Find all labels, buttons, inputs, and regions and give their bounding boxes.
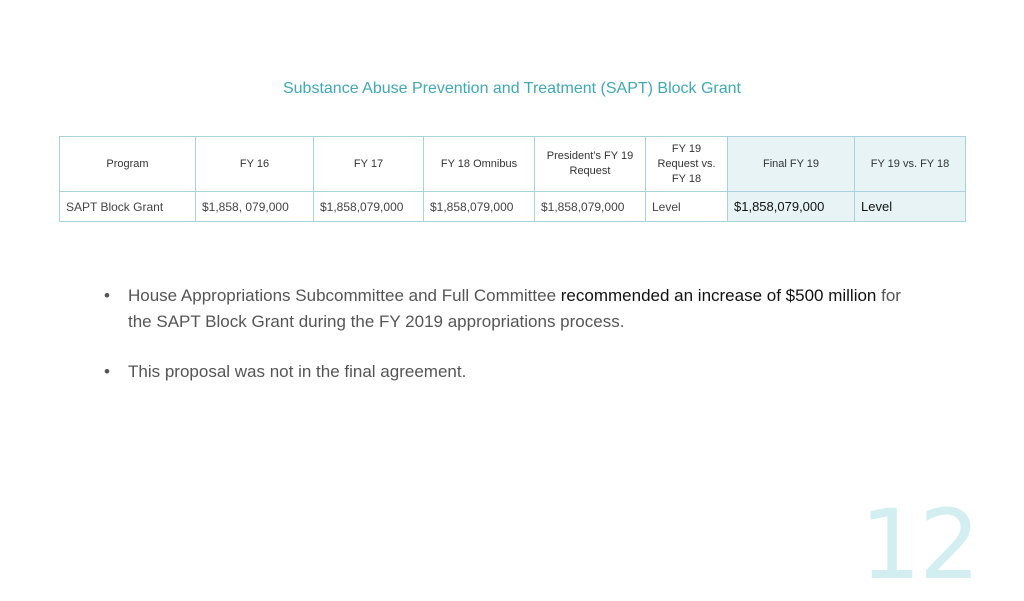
bullet-dot-icon: • — [104, 286, 110, 305]
cell-fy17: $1,858,079,000 — [314, 192, 424, 222]
bullet-text-pre: House Appropriations Subcommittee and Full Committee — [128, 286, 561, 305]
header-fy18-omnibus: FY 18 Omnibus — [424, 137, 535, 192]
bullet-text-post: for the SAPT Block Grant during the FY 2019 appropriations process. — [128, 286, 901, 331]
cell-program: SAPT Block Grant — [60, 192, 196, 222]
bullet-list — [104, 283, 914, 409]
bullet-dot-icon: • — [104, 362, 110, 381]
table-row — [60, 192, 966, 222]
header-final-fy19: Final FY 19 — [728, 137, 855, 192]
cell-final-fy19: $1,858,079,000 — [728, 192, 855, 222]
cell-fy19-request-vs-fy18: Level — [646, 192, 728, 222]
cell-presidents-fy19-request: $1,858,079,000 — [535, 192, 646, 222]
bullet-item — [104, 283, 914, 335]
header-fy16: FY 16 — [196, 137, 314, 192]
bullet-text-emphasis: recommended an increase of $500 million — [560, 286, 877, 305]
slide-title: Substance Abuse Prevention and Treatment (SAPT) Block Grant — [282, 80, 741, 97]
bullet-item — [104, 359, 914, 385]
header-fy19-request-vs-fy18: FY 19 Request vs. FY 18 — [646, 137, 728, 192]
bullet-text: This proposal was not in the final agreement. — [128, 362, 467, 381]
header-fy17: FY 17 — [314, 137, 424, 192]
header-program: Program — [60, 137, 196, 192]
cell-fy18-omnibus: $1,858,079,000 — [424, 192, 535, 222]
cell-fy19-vs-fy18: Level — [855, 192, 966, 222]
page-number: 12 — [860, 489, 979, 601]
cell-fy16: $1,858, 079,000 — [196, 192, 314, 222]
header-presidents-fy19-request: President’s FY 19 Request — [535, 137, 646, 192]
header-fy19-vs-fy18: FY 19 vs. FY 18 — [855, 137, 966, 192]
table-header-row — [60, 137, 966, 192]
funding-table — [59, 136, 966, 222]
